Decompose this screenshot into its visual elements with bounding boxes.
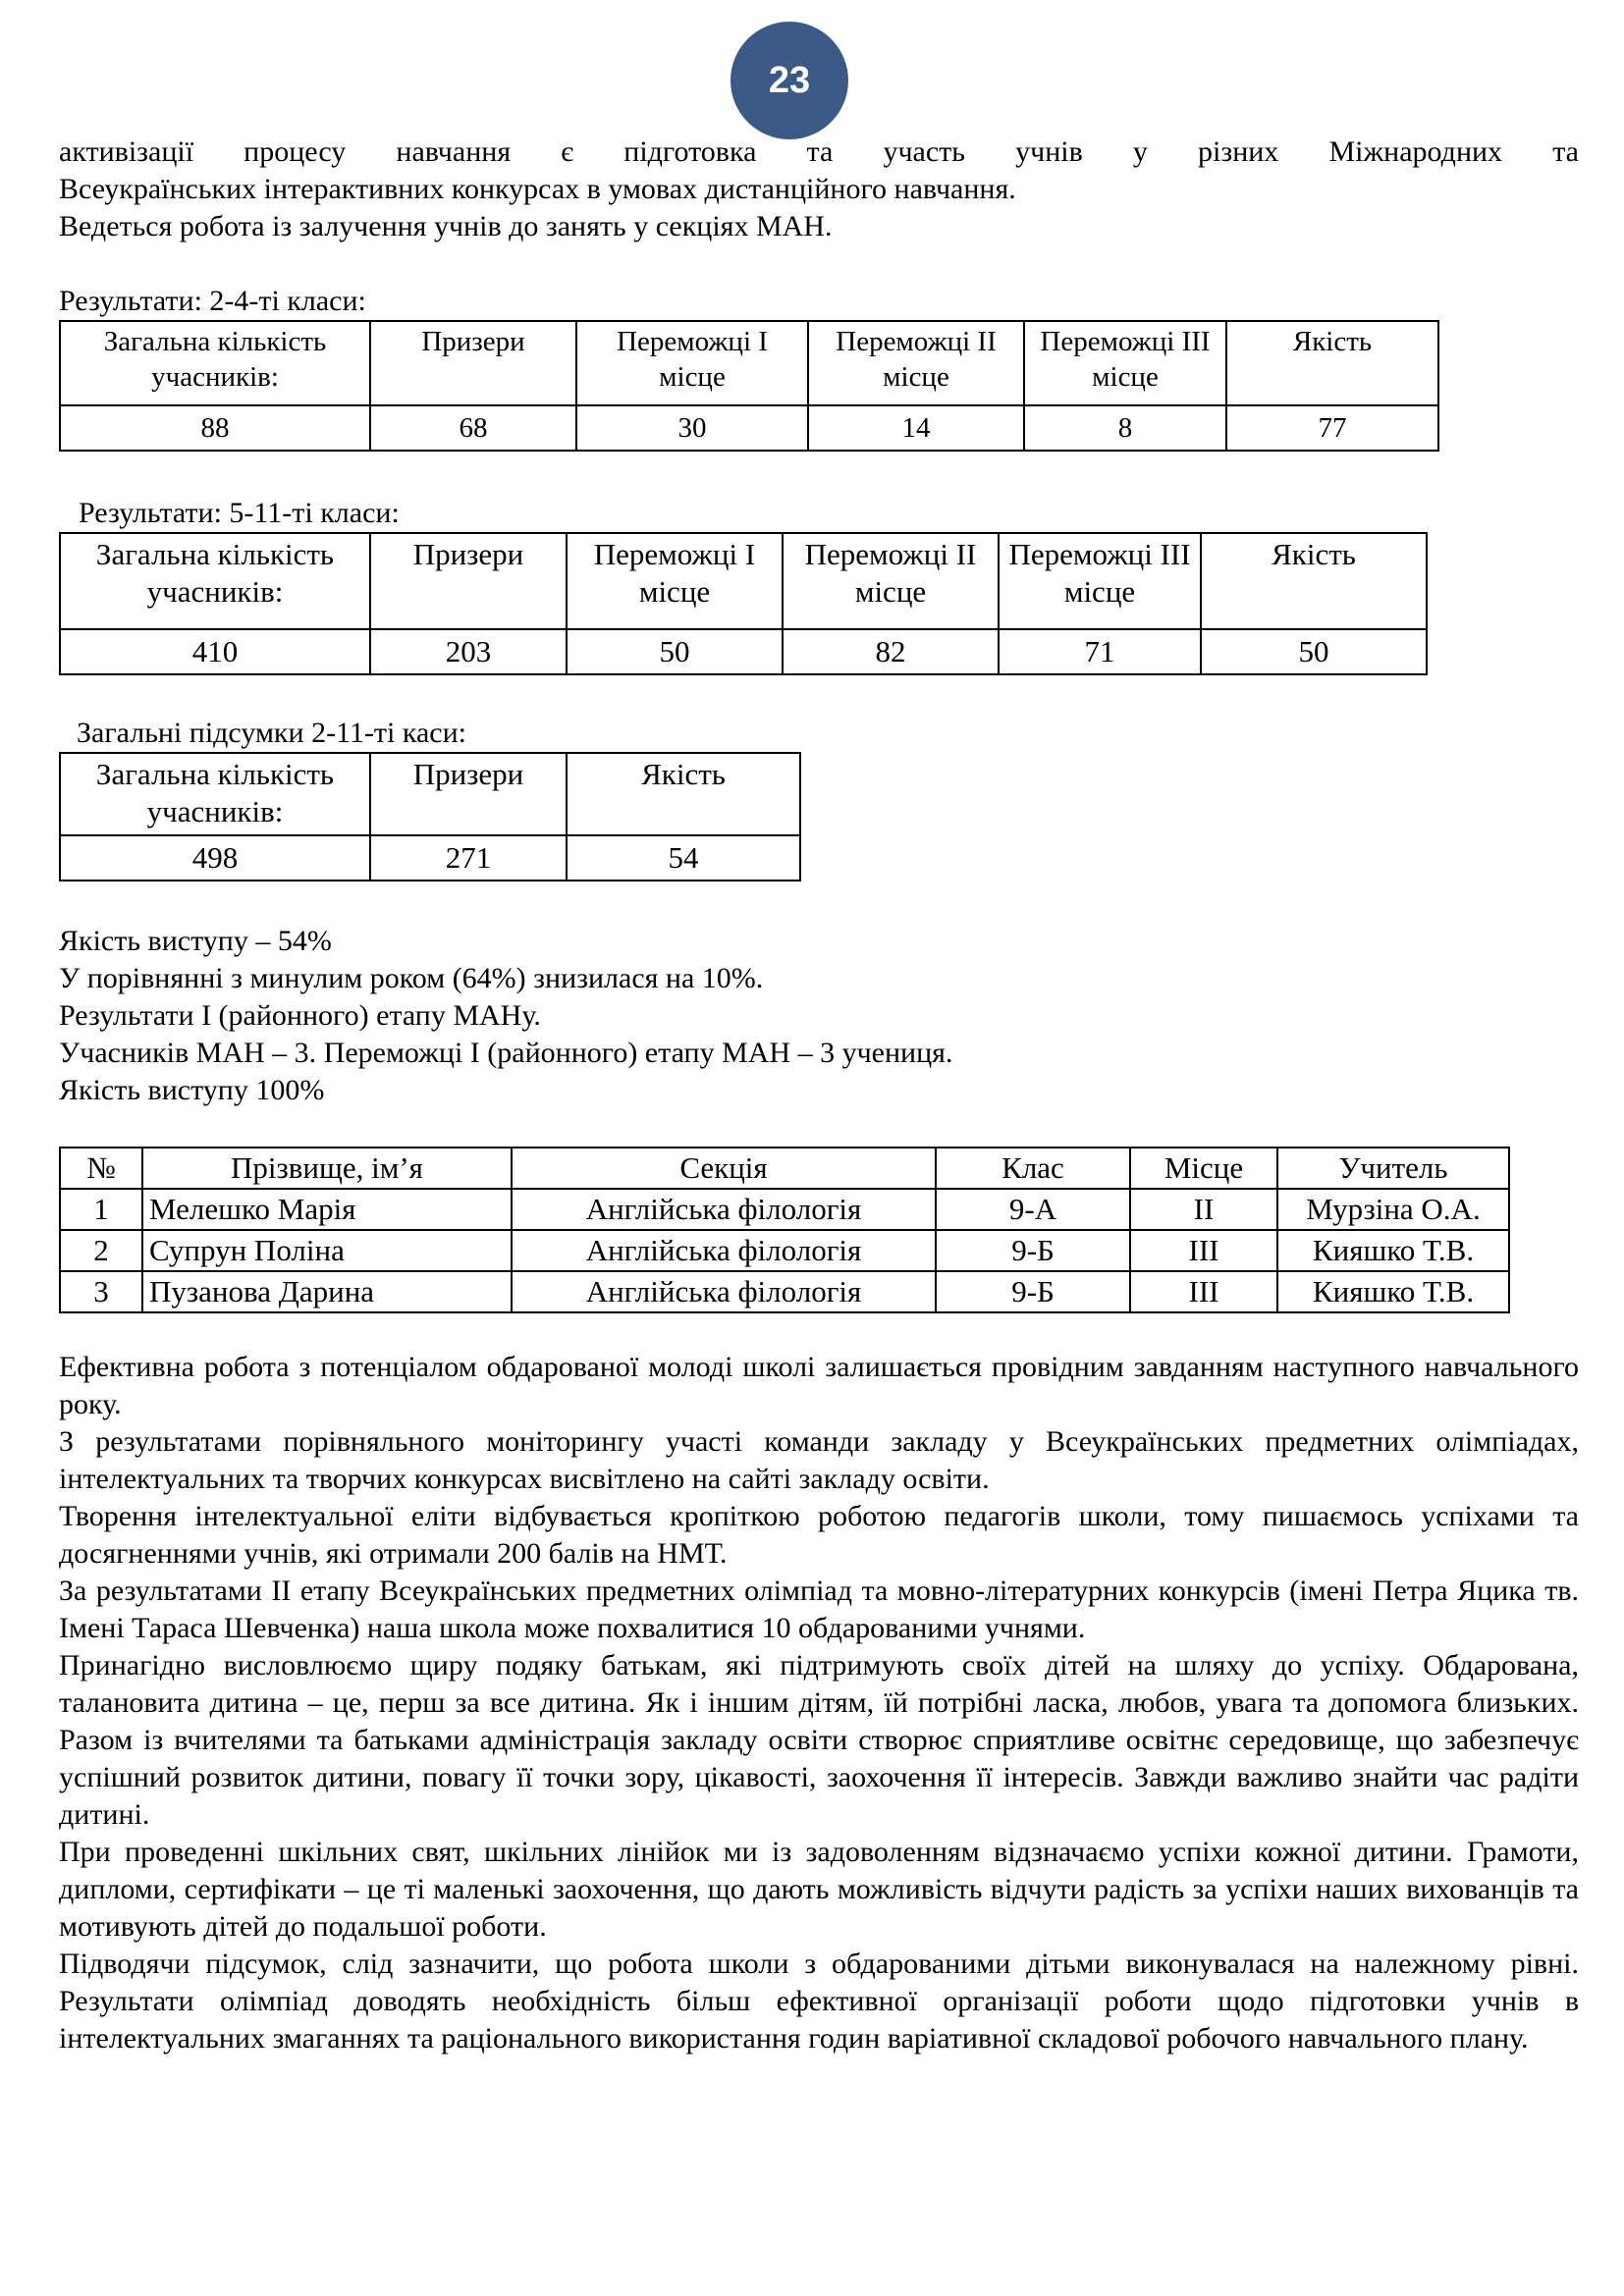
body-paragraph: При проведенні шкільних свят, шкільних лінійок ми із задоволенням відзначаємо успіхи кожної дитини. Грамоти, дипломи, сертифікати – це ті маленькі заохочення, що дають можливість відчути радість за успіхи наших вихованців та мотивують дітей до подальшої роботи. [59, 1836, 1579, 1943]
page-content [59, 133, 1579, 2057]
value-cell: 77 [1226, 405, 1438, 451]
body-paragraph: З результатами порівняльного моніторингу участі команди закладу у Всеукраїнських предметних олімпіадах, інтелектуальних та творчих конкурсах висвітлено на сайті закладу освіти. [59, 1425, 1579, 1495]
header-cell: Якість [1201, 533, 1427, 629]
body-paragraph: Підводячи підсумок, слід зазначити, що робота школи з обдарованими дітьми виконувалася на належному рівні. Результати олімпіад доводять необхідність більш ефективної організації роботи щодо підготовки учнів в інтелектуальних змаганнях та раціонального використання годин варіативної складової робочого навчального плану. [59, 1948, 1579, 2055]
table-caption: Загальні підсумки 2-11-ті каси: [77, 717, 467, 749]
cell: Кияшко Т.В. [1277, 1271, 1509, 1312]
page-number-badge: 23 [731, 22, 848, 139]
header-cell: Прізвище, ім’я [142, 1148, 512, 1189]
value-cell: 410 [60, 629, 370, 674]
table-row [60, 1230, 1509, 1271]
summary-line: Якість виступу 100% [59, 1074, 325, 1106]
table-header-row [60, 533, 1427, 629]
table-caption: Результати: 5-11-ті класи: [79, 497, 400, 529]
header-cell: Переможці І місце [567, 533, 783, 629]
header-cell: Учитель [1277, 1148, 1509, 1189]
value-cell: 71 [999, 629, 1201, 674]
table-header-row [60, 321, 1438, 405]
cell: 9-Б [936, 1271, 1130, 1312]
cell: Пузанова Дарина [142, 1271, 512, 1312]
body-paragraph: За результатами ІІ етапу Всеукраїнських предметних олімпіад та мовно-літературних конкурсів (імені Петра Яцика тв. Імені Тараса Шевченка) наша школа може похвалитися 10 обдарованими учнями. [59, 1575, 1579, 1644]
header-cell: Призери [370, 533, 567, 629]
cell: Супрун Поліна [142, 1230, 512, 1271]
value-cell: 50 [1201, 629, 1427, 674]
header-cell: Місце [1130, 1148, 1277, 1189]
value-cell: 30 [576, 405, 808, 451]
header-cell: Загальна кількість учасників: [60, 753, 370, 835]
summary-line: Якість виступу – 54% [59, 925, 332, 957]
cell: 3 [60, 1271, 142, 1312]
value-cell: 50 [567, 629, 783, 674]
results-table-total [59, 752, 801, 881]
header-cell: Переможці ІІ місце [808, 321, 1024, 405]
intro-line: Ведеться робота із залучення учнів до занять у секціях МАН. [59, 210, 833, 242]
results-table-5-11 [59, 532, 1428, 675]
header-cell: № [60, 1148, 142, 1189]
value-cell: 271 [370, 835, 567, 881]
value-cell: 88 [60, 405, 370, 451]
value-cell: 54 [567, 835, 800, 881]
header-cell: Призери [370, 321, 576, 405]
header-cell: Переможці І місце [576, 321, 808, 405]
body-paragraph: Ефективна робота з потенціалом обдарованої молоді школі залишається провідним завданням наступного навчального року. [59, 1351, 1579, 1420]
cell: 1 [60, 1189, 142, 1230]
header-cell: Клас [936, 1148, 1130, 1189]
cell: Мурзіна О.А. [1277, 1189, 1509, 1230]
cell: 9-Б [936, 1230, 1130, 1271]
table-row [60, 835, 800, 881]
header-cell: Секція [512, 1148, 936, 1189]
cell: Англійська філологія [512, 1189, 936, 1230]
value-cell: 14 [808, 405, 1024, 451]
header-cell: Переможці ІІІ місце [1024, 321, 1226, 405]
table-row [60, 629, 1427, 674]
summary-line: Результати І (районного) етапу МАНу. [59, 999, 541, 1032]
cell: ІІ [1130, 1189, 1277, 1230]
summary-line: У порівнянні з минулим роком (64%) знизилася на 10%. [59, 962, 764, 994]
value-cell: 203 [370, 629, 567, 674]
value-cell: 82 [783, 629, 999, 674]
header-cell: Загальна кількість учасників: [60, 533, 370, 629]
cell: 2 [60, 1230, 142, 1271]
intro-line: активізації процесу навчання є підготовка та участь учнів у різних Міжнародних та [59, 135, 1579, 168]
summary-line: Учасників МАН – 3. Переможці І (районного) етапу МАН – 3 учениця. [59, 1037, 953, 1069]
results-table-2-4 [59, 320, 1439, 452]
header-cell: Переможці ІІ місце [783, 533, 999, 629]
cell: ІІІ [1130, 1271, 1277, 1312]
cell: 9-А [936, 1189, 1130, 1230]
header-cell: Загальна кількість учасників: [60, 321, 370, 405]
intro-line: Всеукраїнських інтерактивних конкурсах в умовах дистанційного навчання. [59, 173, 1016, 205]
cell: ІІІ [1130, 1230, 1277, 1271]
cell: Англійська філологія [512, 1230, 936, 1271]
table-row [60, 1271, 1509, 1312]
cell: Мелешко Марія [142, 1189, 512, 1230]
header-cell: Призери [370, 753, 567, 835]
table-row [60, 1189, 1509, 1230]
value-cell: 498 [60, 835, 370, 881]
man-results-table [59, 1147, 1510, 1313]
cell: Англійська філологія [512, 1271, 936, 1312]
header-cell: Якість [1226, 321, 1438, 405]
header-cell: Якість [567, 753, 800, 835]
value-cell: 8 [1024, 405, 1226, 451]
value-cell: 68 [370, 405, 576, 451]
body-paragraph: Принагідно висловлюємо щиру подяку батькам, які підтримують своїх дітей на шляху до успіху. Обдарована, талановита дитина – це, перш за все дитина. Як і іншим дітям, їй потрібні ласка, любов, увага та допомога близьких. Разом із вчителями та батьками адміністрація закладу освіти створює сприятливе освітнє середовище, що забезпечує успішний розвиток дитини, повагу її точки зору, цікавості, заохочення її інтересів. Завжди важливо знайти час радіти дитині. [59, 1649, 1579, 1831]
body-paragraph: Творення інтелектуальної еліти відбувається кропіткою роботою педагогів школи, тому пишаємось успіхами та досягненнями учнів, які отримали 200 балів на НМТ. [59, 1500, 1579, 1570]
table-row [60, 405, 1438, 451]
cell: Кияшко Т.В. [1277, 1230, 1509, 1271]
table-header-row [60, 1148, 1509, 1189]
header-cell: Переможці ІІІ місце [999, 533, 1201, 629]
table-caption: Результати: 2-4-ті класи: [59, 285, 366, 317]
table-header-row [60, 753, 800, 835]
